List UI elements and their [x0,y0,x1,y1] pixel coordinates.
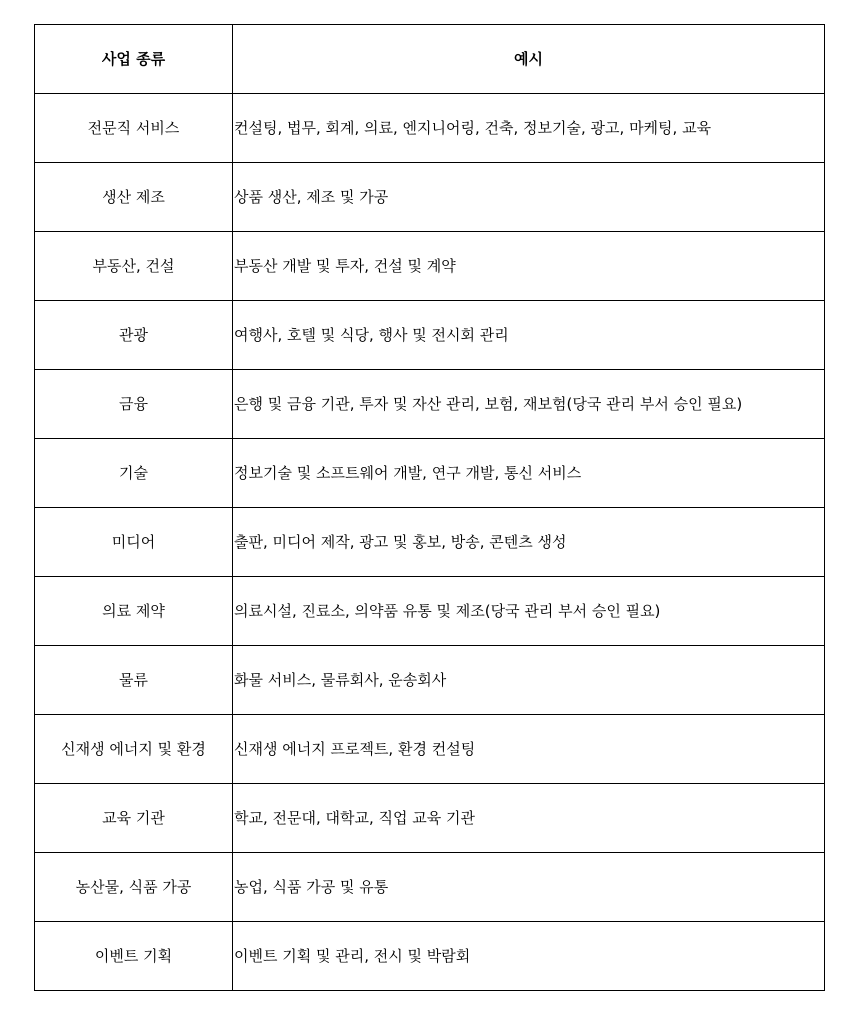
table-row [35,784,825,853]
header-business-type: 사업 종류 [35,25,233,94]
example-cell: 학교, 전문대, 대학교, 직업 교육 기관 [233,784,825,853]
table-row [35,646,825,715]
example-cell: 이벤트 기획 및 관리, 전시 및 박람회 [233,922,825,991]
table-row [35,577,825,646]
table-row [35,922,825,991]
table-row [35,370,825,439]
business-type-cell: 의료 제약 [35,577,233,646]
table-row [35,715,825,784]
example-cell: 은행 및 금융 기관, 투자 및 자산 관리, 보험, 재보험(당국 관리 부서 승인 필요) [233,370,825,439]
example-cell: 의료시설, 진료소, 의약품 유통 및 제조(당국 관리 부서 승인 필요) [233,577,825,646]
table-row [35,301,825,370]
example-cell: 컨설팅, 법무, 회계, 의료, 엔지니어링, 건축, 정보기술, 광고, 마케팅, 교육 [233,94,825,163]
example-cell: 여행사, 호텔 및 식당, 행사 및 전시회 관리 [233,301,825,370]
business-type-cell: 농산물, 식품 가공 [35,853,233,922]
business-type-cell: 전문직 서비스 [35,94,233,163]
business-type-cell: 물류 [35,646,233,715]
business-type-cell: 미디어 [35,508,233,577]
business-type-cell: 기술 [35,439,233,508]
example-cell: 정보기술 및 소프트웨어 개발, 연구 개발, 통신 서비스 [233,439,825,508]
example-cell: 신재생 에너지 프로젝트, 환경 컨설팅 [233,715,825,784]
example-cell: 상품 생산, 제조 및 가공 [233,163,825,232]
example-cell: 농업, 식품 가공 및 유통 [233,853,825,922]
business-types-table [34,24,825,991]
example-cell: 출판, 미디어 제작, 광고 및 홍보, 방송, 콘텐츠 생성 [233,508,825,577]
table-row [35,163,825,232]
business-type-cell: 부동산, 건설 [35,232,233,301]
business-type-cell: 관광 [35,301,233,370]
business-type-cell: 금융 [35,370,233,439]
table-row [35,232,825,301]
table-row [35,439,825,508]
table-row [35,94,825,163]
business-type-cell: 생산 제조 [35,163,233,232]
header-example: 예시 [233,25,825,94]
business-type-cell: 교육 기관 [35,784,233,853]
business-type-cell: 이벤트 기획 [35,922,233,991]
example-cell: 부동산 개발 및 투자, 건설 및 계약 [233,232,825,301]
example-cell: 화물 서비스, 물류회사, 운송회사 [233,646,825,715]
table-row [35,853,825,922]
business-type-cell: 신재생 에너지 및 환경 [35,715,233,784]
table-row [35,508,825,577]
table-header-row [35,25,825,94]
